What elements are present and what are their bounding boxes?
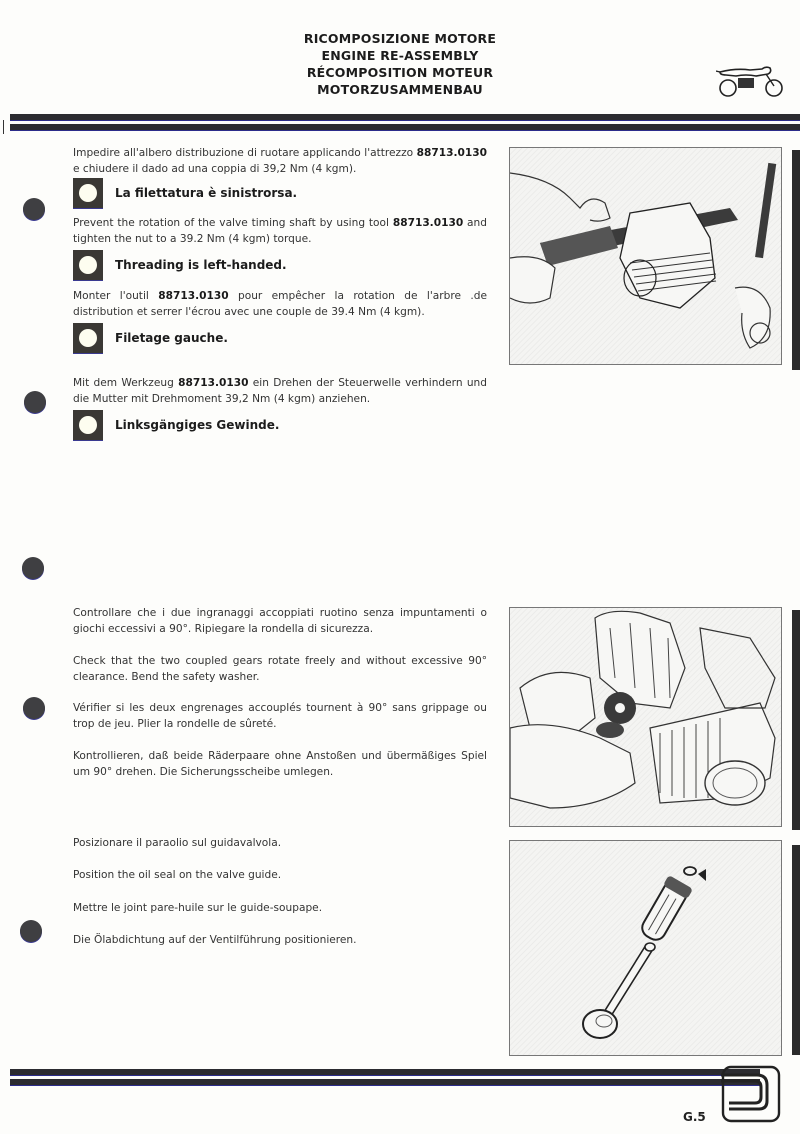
note-french-1: Filetage gauche. [73,323,228,353]
figure-gear-check [509,607,782,827]
paragraph-french-1: Monter l'outil 88713.0130 pour empêcher la rotation de l'arbre .de distribution et serrer l'écrou avec une couple de 39.4 Nm (4 kgm). [73,290,487,318]
paragraph-german-1: Mit dem Werkzeug 88713.0130 ein Drehen der Steuerwelle verhindern und die Mutter mit Drehmoment 39,2 Nm (4 kgm) anziehen. [73,377,487,405]
title-french: RÉCOMPOSITION MOTEUR [306,65,494,80]
punch-hole [24,391,46,413]
page-title [250,30,550,98]
title-italian: RICOMPOSIZIONE MOTORE [303,31,497,46]
note-english-1: Threading is left-handed. [73,250,287,280]
warning-icon [73,250,103,281]
paragraph-english-3: Position the oil seal on the valve guide. [73,869,282,881]
page-edge-shadow [792,845,800,1055]
warning-icon [73,410,103,441]
tool-code: 88713.0130 [158,290,229,302]
warning-icon [73,323,103,354]
page-edge-shadow [792,150,800,370]
brand-logo [721,1065,783,1125]
page-number: G.5 [683,1110,706,1124]
title-german: MOTORZUSAMMENBAU [317,82,483,97]
figure-camshaft-tool [509,147,782,365]
page-edge-shadow [792,610,800,830]
paragraph-german-2: Kontrollieren, daß beide Räderpaare ohne Anstoßen und übermäßiges Spiel um 90° drehen. Die Sicherungsscheibe umlegen. [73,750,487,778]
paragraph-french-2: Vérifier si les deux engrenages accouplés tournent à 90° sans grippage ou trop de jeu. Plier la rondelle de sûreté. [73,702,487,730]
punch-hole [20,920,42,942]
paragraph-italian-2: Controllare che i due ingranaggi accoppiati ruotino senza impuntamenti o giochi eccessivi a 90°. Ripiegare la rondella di sicurezza. [73,607,487,635]
figure-valve-oil-seal [509,840,782,1056]
tool-code: 88713.0130 [392,217,464,229]
paragraph-italian-1: Impedire all'albero distribuzione di ruotare applicando l'attrezzo 88713.0130 e chiudere il dado ad una coppia di 39,2 Nm (4 kgm). [73,147,487,175]
footer-rule-bottom [10,1079,760,1086]
header-rule-bottom [10,124,800,131]
paragraph-italian-3: Posizionare il paraolio sul guidavalvola. [73,837,282,849]
note-italian-1: La filettatura è sinistrorsa. [73,178,297,208]
note-german-1: Linksgängiges Gewinde. [73,410,279,440]
warning-icon [73,178,103,209]
motorcycle-icon [716,62,786,98]
punch-hole [22,557,44,579]
paragraph-french-3: Mettre le joint pare-huile sur le guide-soupape. [73,902,323,914]
tool-code: 88713.0130 [178,377,249,389]
footer-rule-top [10,1069,760,1076]
paragraph-german-3: Die Ölabdichtung auf der Ventilführung positionieren. [73,934,357,946]
tool-code: 88713.0130 [416,147,487,159]
title-english: ENGINE RE-ASSEMBLY [321,48,479,63]
header-rule-top [10,114,800,121]
margin-mark [3,120,4,134]
paragraph-english-2: Check that the two coupled gears rotate freely and without excessive 90° clearance. Bend the safety washer. [73,655,487,683]
punch-hole [23,697,45,719]
paragraph-english-1: Prevent the rotation of the valve timing shaft by using tool 88713.0130 and tighten the nut to a 39.2 Nm (4 kgm) torque. [73,217,487,245]
punch-hole [23,198,45,220]
